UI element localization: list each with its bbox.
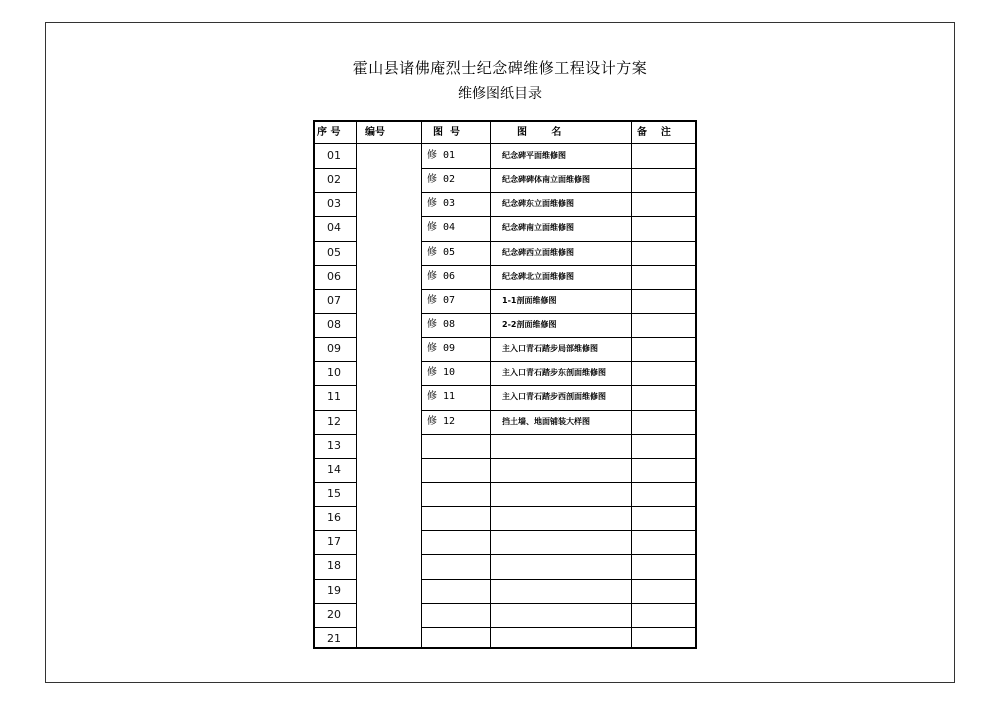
row-seq: 14 — [327, 462, 341, 476]
row-drawing-name: 纪念碑南立面维修图 — [502, 223, 574, 233]
row-drawing-no: 修 01 — [427, 150, 456, 161]
row-divider — [421, 313, 695, 314]
row-seq: 13 — [327, 438, 341, 452]
row-divider — [421, 627, 695, 628]
row-drawing-no: 修 07 — [427, 294, 456, 306]
row-drawing-no: 修 02 — [427, 174, 456, 186]
row-seq: 16 — [327, 511, 341, 525]
row-drawing-name: 2-2剖面维修图 — [502, 319, 557, 329]
row-divider — [421, 458, 695, 459]
row-drawing-name: 纪念碑碑体南立面维修图 — [502, 175, 590, 185]
row-drawing-name: 主入口青石踏步东剖面维修图 — [502, 368, 606, 378]
column-divider — [356, 122, 357, 647]
row-drawing-name: 1-1剖面维修图 — [502, 295, 557, 305]
row-seq: 11 — [327, 390, 341, 404]
row-drawing-no: 修 08 — [427, 318, 456, 330]
header-drawing-name: 图 名 — [517, 127, 562, 138]
row-drawing-no: 修 05 — [427, 246, 456, 258]
row-seq: 15 — [327, 486, 341, 500]
row-seq: 18 — [327, 559, 341, 573]
header-seq: 序 号 — [317, 127, 341, 138]
drawing-catalog-table — [313, 120, 697, 649]
row-divider — [421, 506, 695, 507]
row-seq: 07 — [327, 293, 341, 307]
row-seq: 02 — [327, 173, 341, 187]
row-seq: 12 — [327, 414, 341, 428]
row-seq: 21 — [327, 631, 341, 645]
row-divider — [421, 579, 695, 580]
document-subtitle: 维修图纸目录 — [458, 86, 542, 102]
row-drawing-name: 纪念碑西立面维修图 — [502, 247, 574, 257]
row-drawing-name: 纪念碑平面维修图 — [502, 151, 566, 160]
row-drawing-no: 修 11 — [427, 391, 456, 403]
row-divider — [421, 554, 695, 555]
row-seq: 09 — [327, 342, 341, 356]
document-title: 霍山县诸佛庵烈士纪念碑维修工程设计方案 — [352, 59, 648, 77]
row-drawing-no: 修 09 — [427, 343, 456, 355]
row-drawing-no: 修 12 — [427, 415, 456, 427]
row-drawing-name: 挡土墙、地面铺装大样图 — [502, 416, 590, 426]
row-seq: 04 — [327, 221, 341, 235]
row-seq: 20 — [327, 607, 341, 621]
row-divider — [421, 482, 695, 483]
row-seq: 08 — [327, 317, 341, 331]
row-divider — [421, 289, 695, 290]
row-drawing-name: 纪念碑东立面维修图 — [502, 199, 574, 209]
row-drawing-name: 主入口青石踏步西剖面维修图 — [502, 392, 606, 402]
row-drawing-no: 修 04 — [427, 222, 456, 234]
row-drawing-no: 修 06 — [427, 270, 456, 282]
row-seq: 03 — [327, 197, 341, 211]
row-drawing-name: 纪念碑北立面维修图 — [502, 271, 574, 281]
row-drawing-name: 主入口青石踏步局部维修图 — [502, 344, 598, 354]
row-seq: 10 — [327, 366, 341, 380]
row-seq: 19 — [327, 583, 341, 597]
row-seq: 17 — [327, 535, 341, 549]
header-drawing-no: 图 号 — [433, 127, 460, 138]
row-drawing-no: 修 03 — [427, 198, 456, 210]
row-divider — [421, 530, 695, 531]
header-remark: 备 注 — [637, 127, 671, 138]
header-code: 编号 — [365, 127, 385, 138]
row-seq: 05 — [327, 245, 341, 259]
row-divider — [421, 603, 695, 604]
row-drawing-no: 修 10 — [427, 367, 456, 379]
row-seq: 01 — [327, 149, 341, 162]
row-seq: 06 — [327, 269, 341, 283]
row-divider — [421, 434, 695, 435]
